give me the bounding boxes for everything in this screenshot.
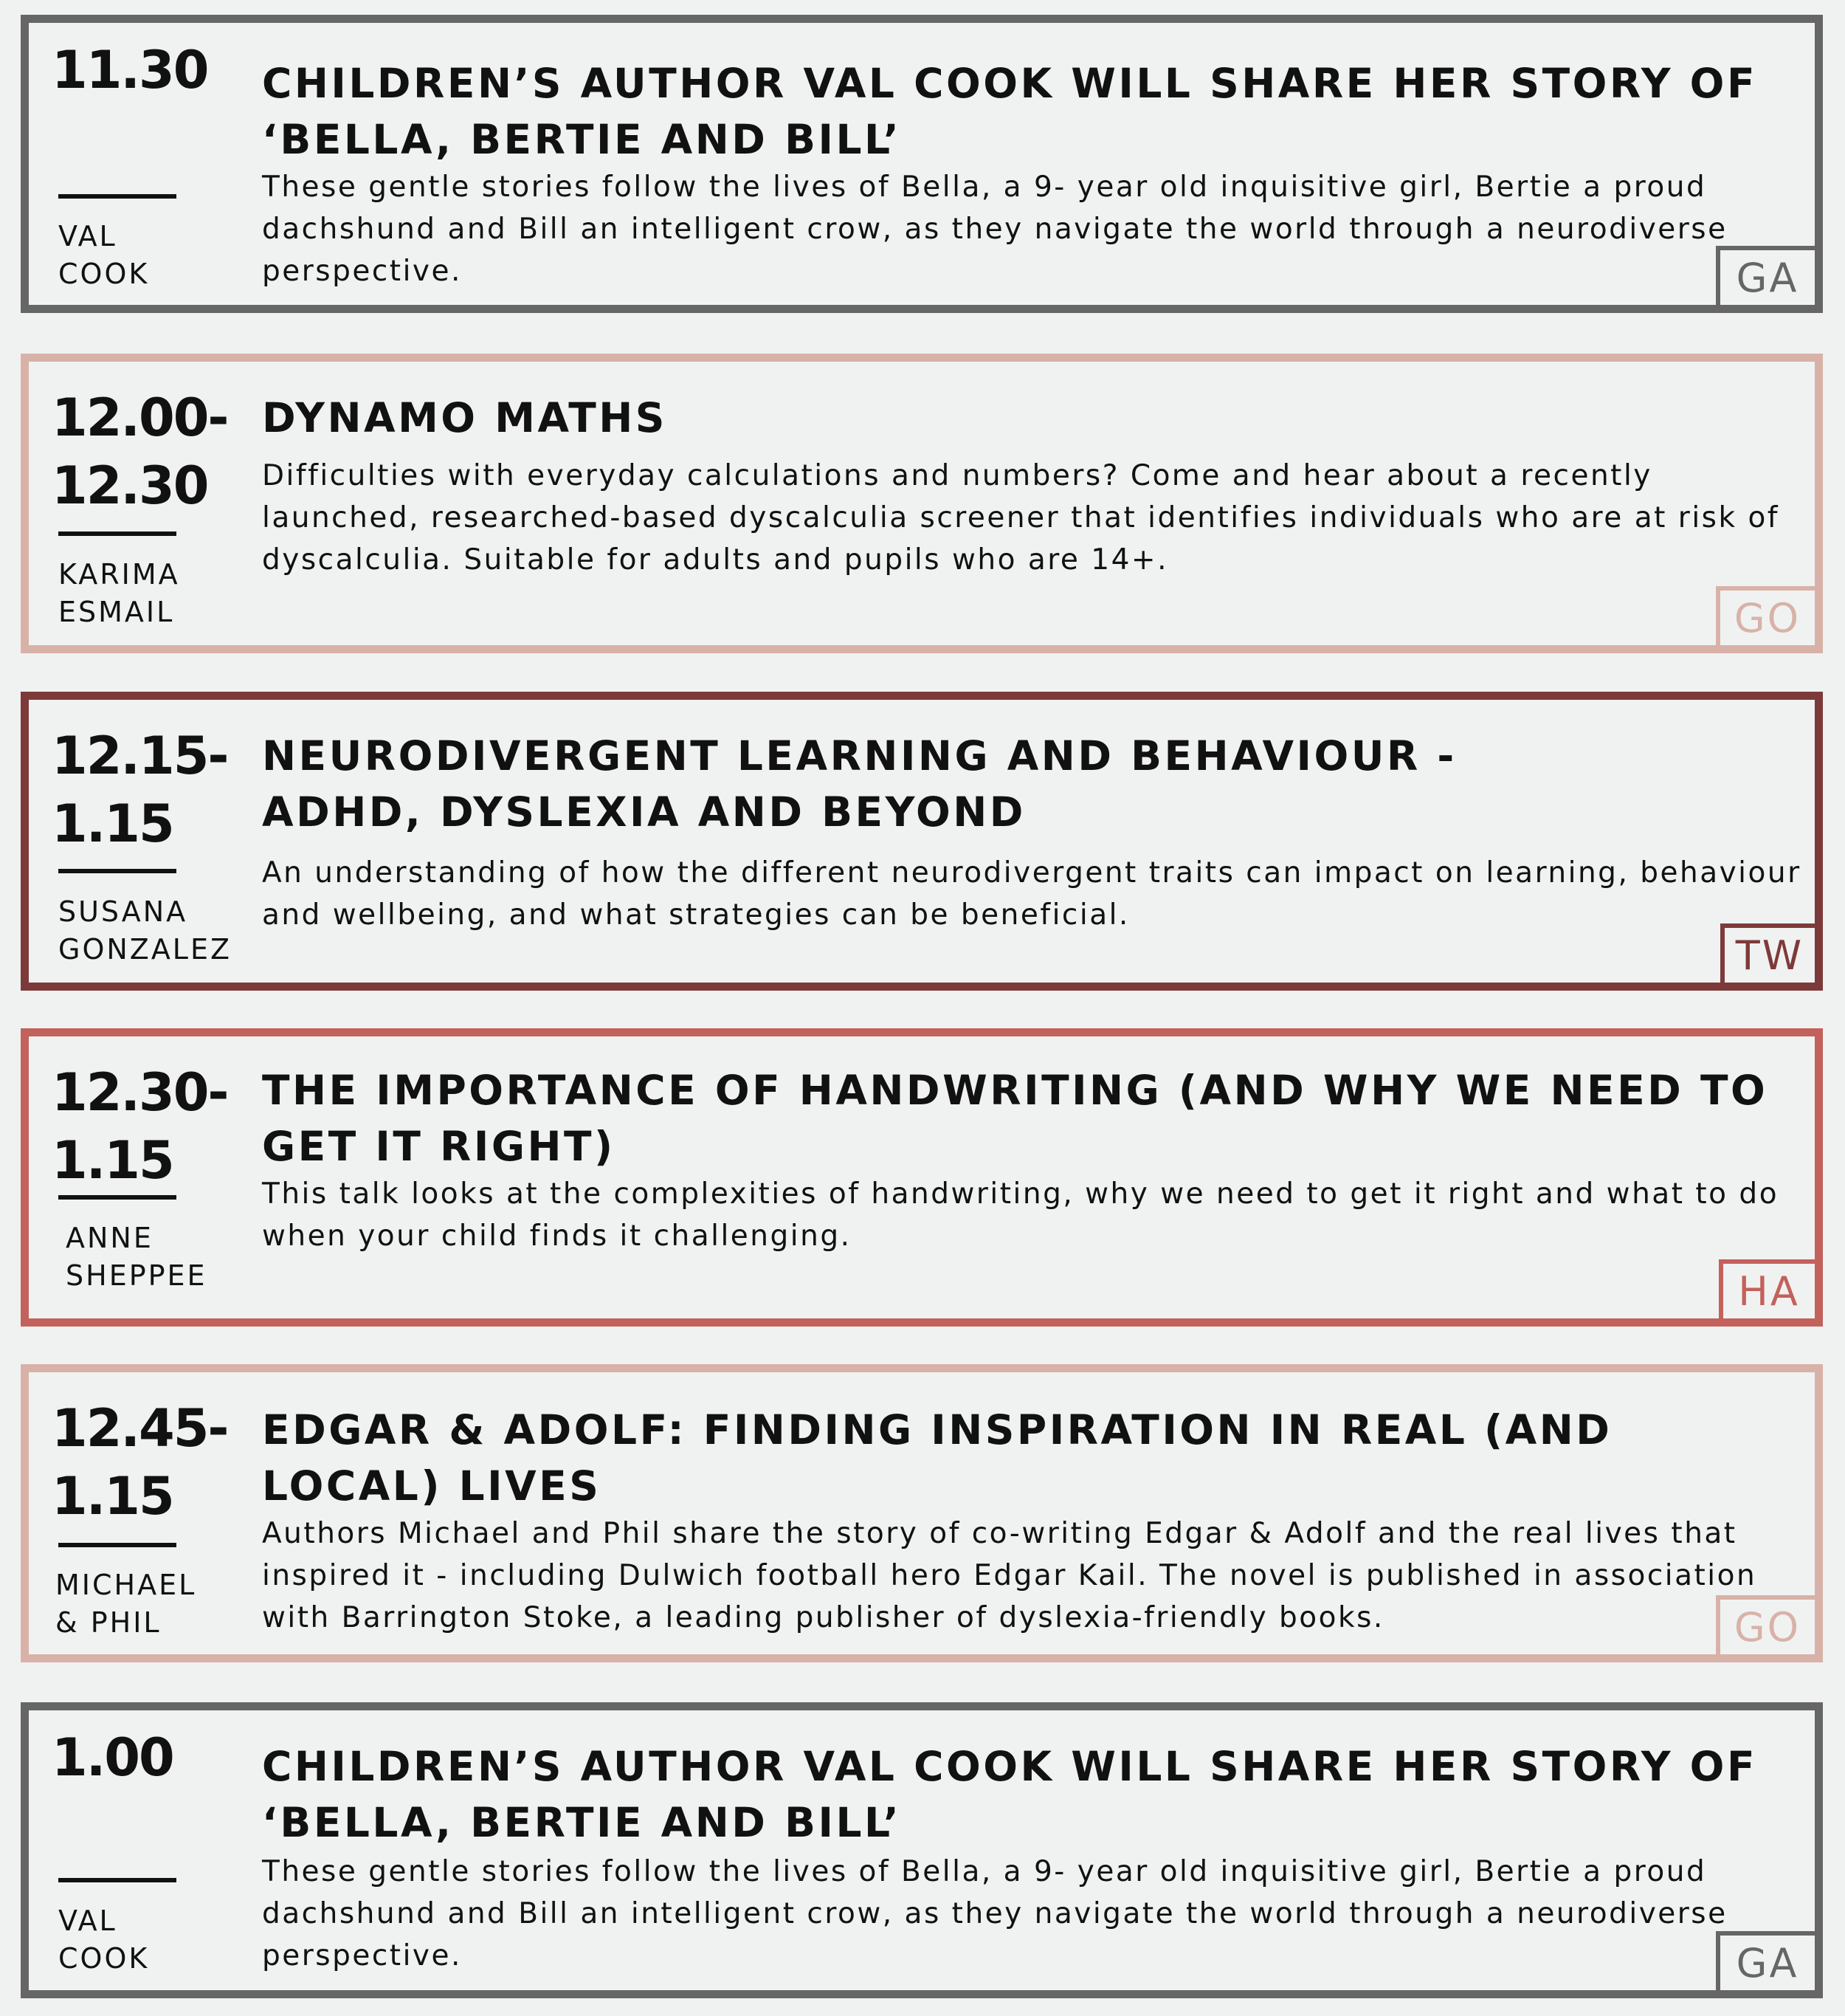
session-description: These gentle stories follow the lives of Bella, a 9- year old inquisitive girl, Bertie a proud dachshund and Bill an intelligent crow, as they navigate the world through a neurodiverse perspective. (262, 1855, 1728, 1972)
divider (58, 1543, 176, 1547)
session-time: 1.00 (52, 1727, 173, 1788)
session-time: 11.30 (52, 40, 208, 100)
session-time: 12.15- 1.15 (52, 726, 228, 854)
session-description: These gentle stories follow the lives of Bella, a 9- year old inquisitive girl, Bertie a proud dachshund and Bill an intelligent crow, as they navigate the world through a neurodiverse perspective. (262, 171, 1728, 288)
room-code-badge: TW (1720, 923, 1815, 983)
session-description: An understanding of how the different neurodivergent traits can impact on learning, behaviour and wellbeing, and what strategies can be beneficial. (262, 856, 1801, 932)
room-code-badge: GO (1716, 1595, 1815, 1654)
session-card (21, 1364, 1823, 1662)
session-title: CHILDREN’S AUTHOR VAL COOK WILL SHARE HER STORY OF ‘BELLA, BERTIE AND BILL’ (262, 1743, 1758, 1846)
divider (58, 1195, 176, 1200)
session-speaker: ANNE SHEPPEE (66, 1222, 207, 1292)
session-title: EDGAR & ADOLF: FINDING INSPIRATION IN REAL (AND LOCAL) LIVES (262, 1406, 1613, 1510)
session-speaker: VAL COOK (58, 1905, 150, 1975)
session-title: DYNAMO MATHS (262, 394, 667, 441)
session-description: Difficulties with everyday calculations and numbers? Come and hear about a recently launched, researched-based dyscalculia screener that identifies individuals who are at risk of dyscalculia. Suitable for adults and pupils who are 14+. (262, 459, 1780, 577)
session-card (21, 692, 1823, 991)
room-code-badge: HA (1719, 1259, 1815, 1318)
session-time: 12.00- 12.30 (52, 388, 228, 516)
session-description: Authors Michael and Phil share the story of co-writing Edgar & Adolf and the real lives that inspired it - including Dulwich football hero Edgar Kail. The novel is published in association with Barrington Stoke, a leading publisher of dyslexia-friendly books. (262, 1517, 1757, 1634)
session-card (21, 1028, 1823, 1327)
divider (58, 194, 176, 199)
session-card (21, 354, 1823, 653)
divider (58, 1878, 176, 1882)
divider (58, 531, 176, 536)
session-title: NEURODIVERGENT LEARNING AND BEHAVIOUR - ADHD, DYSLEXIA AND BEYOND (262, 732, 1457, 836)
session-speaker: MICHAEL & PHIL (55, 1569, 197, 1639)
session-title: CHILDREN’S AUTHOR VAL COOK WILL SHARE HER STORY OF ‘BELLA, BERTIE AND BILL’ (262, 60, 1758, 163)
session-speaker: SUSANA GONZALEZ (58, 895, 232, 966)
room-code-badge: GA (1716, 246, 1815, 305)
room-code-badge: GO (1716, 586, 1815, 645)
divider (58, 869, 176, 873)
session-card (21, 15, 1823, 313)
session-description: This talk looks at the complexities of handwriting, why we need to get it right and what to do when your child finds it challenging. (262, 1177, 1779, 1253)
session-speaker: VAL COOK (58, 220, 150, 290)
session-title: THE IMPORTANCE OF HANDWRITING (AND WHY WE NEED TO GET IT RIGHT) (262, 1067, 1768, 1170)
session-time: 12.45- 1.15 (52, 1398, 228, 1527)
session-card (21, 1702, 1823, 1998)
room-code-badge: GA (1716, 1931, 1815, 1990)
session-speaker: KARIMA ESMAIL (58, 558, 180, 628)
session-time: 12.30- 1.15 (52, 1062, 228, 1191)
